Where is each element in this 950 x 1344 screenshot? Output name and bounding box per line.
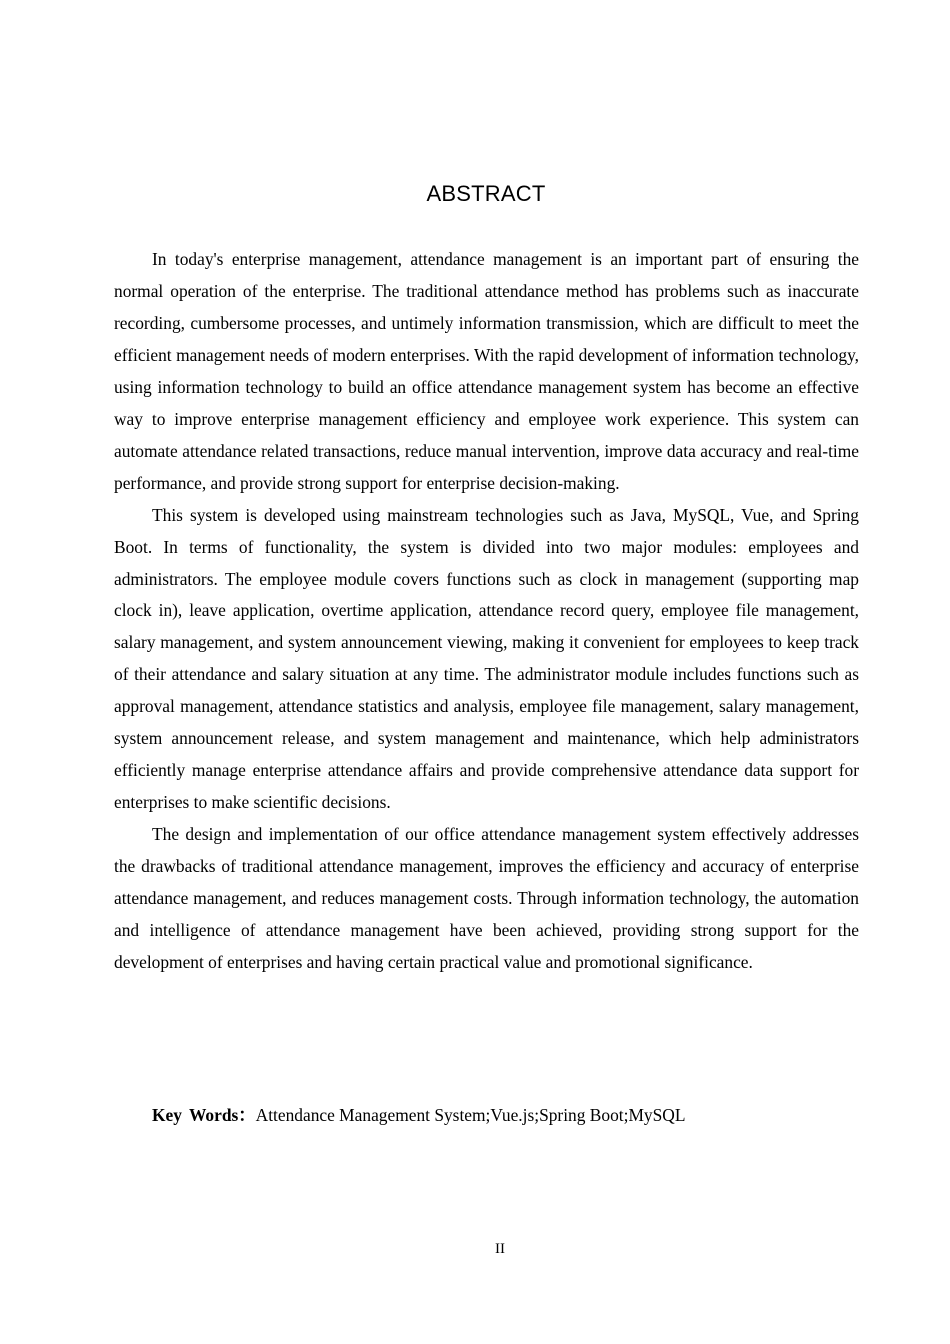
abstract-body: [114, 244, 859, 979]
keywords-line: [152, 1100, 852, 1131]
abstract-paragraph-3: The design and implementation of our office attendance management system effectively addresses the drawbacks of traditional attendance management, improves the efficiency and accuracy of enterprise attendance management, and reduces management costs. Through information technology, the automation and intelligence of attendance management have been achieved, providing strong support for the development of enterprises and having certain practical value and promotional significance.: [114, 824, 859, 972]
abstract-paragraph-1: In today's enterprise management, attendance management is an important part of ensuring the normal operation of the enterprise. The traditional attendance method has problems such as inaccurate recording, cumbersome processes, and untimely information transmission, which are difficult to meet the efficient management needs of modern enterprises. With the rapid development of information technology, using information technology to build an office attendance management system has become an effective way to improve enterprise management efficiency and employee work experience. This system can automate attendance related transactions, reduce manual intervention, improve data accuracy and real-time performance, and provide strong support for enterprise decision-making.: [114, 249, 859, 493]
abstract-paragraph-2: This system is developed using mainstream technologies such as Java, MySQL, Vue, and Spring Boot. In terms of functionality, the system is divided into two major modules: employees and administrators. The employee module covers functions such as clock in management (supporting map clock in), leave application, overtime application, attendance record query, employee file management, salary management, and system announcement viewing, making it convenient for employees to keep track of their attendance and salary situation at any time. The administrator module includes functions such as approval management, attendance statistics and analysis, employee file management, salary management, system announcement release, and system management and maintenance, which help administrators efficiently manage enterprise attendance affairs and provide comprehensive attendance data support for enterprises to make scientific decisions.: [114, 504, 859, 813]
page-number: II: [495, 1241, 505, 1257]
abstract-title: ABSTRACT: [426, 181, 546, 206]
keywords-text: Attendance Management System;Vue.js;Spring Boot;MySQL: [255, 1105, 686, 1125]
keywords-label: Key Words：: [152, 1105, 256, 1125]
